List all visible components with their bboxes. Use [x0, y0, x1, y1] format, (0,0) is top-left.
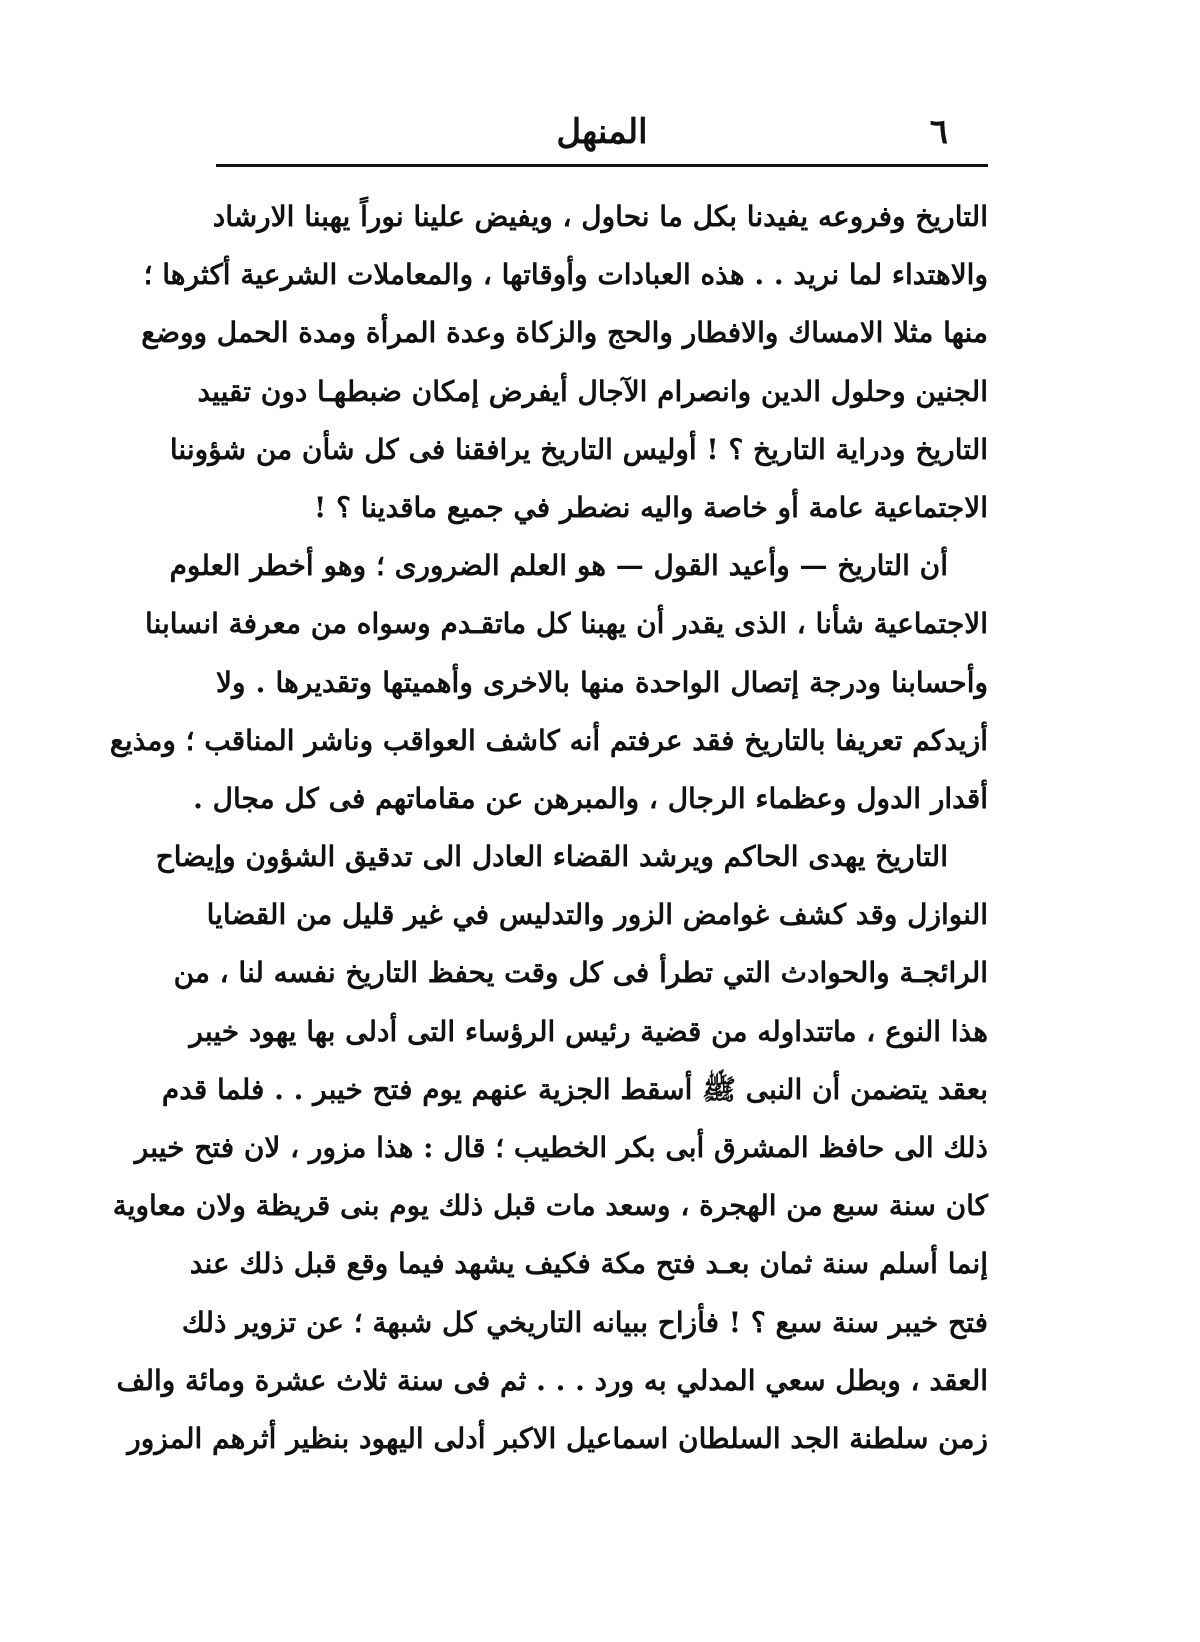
- text-line: بعقد يتضمن أن النبى ﷺ أسقط الجزية عنهم يوم فتح خيبر . . فلما قدم: [161, 1072, 988, 1106]
- text-line: أن التاريخ — وأعيد القول — هو العلم الضرورى ؛ وهو أخطر العلوم: [169, 549, 948, 583]
- text-line: أقدار الدول وعظماء الرجال ، والمبرهن عن مقاماتهم فى كل مجال .: [193, 781, 988, 815]
- text-line: كان سنة سبع من الهجرة ، وسعد مات قبل ذلك يوم بنى قريظة ولان معاوية: [112, 1189, 988, 1223]
- text-line: الجنين وحلول الدين وانصرام الآجال أيفرض إمكان ضبطهـا دون تقييد: [197, 374, 988, 408]
- text-line: النوازل وقد كشف غوامض الزور والتدليس في غير قليل من القضايا: [206, 898, 988, 932]
- text-line: فتح خيبر سنة سبع ؟ ! فأزاح ببيانه التاريخي كل شبهة ؛ عن تزوير ذلك: [181, 1305, 988, 1339]
- text-line: هذا النوع ، ماتتداوله من قضية رئيس الرؤساء التى أدلى بها يهود خيبر: [189, 1014, 988, 1048]
- page-number: ٦: [929, 112, 948, 152]
- text-line: العقد ، وبطل سعي المدلي به ورد . . . ثم فى سنة ثلاث عشرة ومائة والف: [116, 1363, 988, 1397]
- body-text: [109, 188, 988, 1468]
- text-line: منها مثلا الامساك والافطار والحج والزكاة وعدة المرأة ومدة الحمل ووضع: [141, 316, 988, 350]
- text-line: ذلك الى حافظ المشرق أبى بكر الخطيب ؛ قال : هذا مزور ، لان فتح خيبر: [134, 1131, 988, 1164]
- text-line: التاريخ وفروعه يفيدنا بكل ما نحاول ، ويفيض علينا نوراً يهبنا الارشاد: [212, 200, 988, 233]
- text-line: أزيدكم تعريفا بالتاريخ فقد عرفتم أنه كاشف العواقب وناشر المناقب ؛ ومذيع: [109, 723, 988, 757]
- page-header: [216, 108, 988, 156]
- text-line: التاريخ يهدى الحاكم ويرشد القضاء العادل الى تدقيق الشؤون وإيضاح: [155, 840, 948, 874]
- running-title: المنهل: [556, 112, 648, 152]
- text-line: إنما أسلم سنة ثمان بعـد فتح مكة فكيف يشهد فيما وقع قبل ذلك عند: [189, 1247, 988, 1281]
- text-line: زمن سلطنة الجد السلطان اسماعيل الاكبر أدلى اليهود بنظير أثرهم المزور: [127, 1421, 988, 1455]
- text-line: والاهتداء لما نريد . . هذه العبادات وأوقاتها ، والمعاملات الشرعية أكثرها ؛: [143, 258, 988, 292]
- text-line: الرائجـة والحوادث التي تطرأ فى كل وقت يحفظ التاريخ نفسه لنا ، من: [173, 956, 988, 990]
- text-line: التاريخ ودراية التاريخ ؟ ! أوليس التاريخ يرافقنا فى كل شأن من شؤوننا: [169, 432, 988, 466]
- header-rule: [216, 164, 988, 167]
- text-line: الاجتماعية عامة أو خاصة واليه نضطر في جميع ماقدينا ؟ !: [314, 490, 988, 524]
- text-line: وأحسابنا ودرجة إتصال الواحدة منها بالاخرى وأهميتها وتقديرها . ولا: [216, 665, 988, 699]
- text-line: الاجتماعية شأنا ، الذى يقدر أن يهبنا كل ماتقـدم وسواه من معرفة انسابنا: [145, 607, 988, 641]
